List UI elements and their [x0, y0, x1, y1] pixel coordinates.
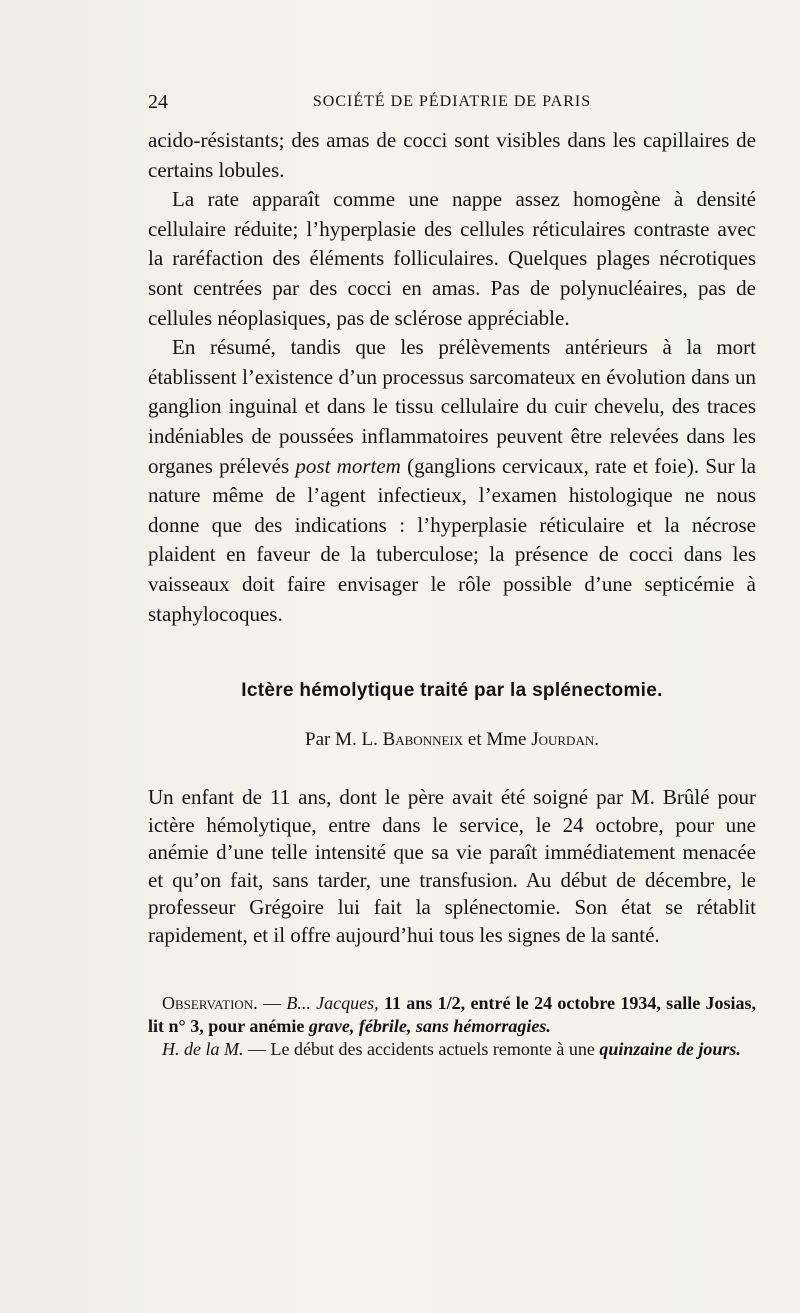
authors-prefix: Par M. L. [305, 729, 383, 750]
article-authors [148, 729, 756, 751]
history-italic: quinzaine de jours. [599, 1039, 741, 1059]
paragraph-resume [148, 333, 756, 629]
observation-symptoms: grave, fébrile, sans hémorragies. [308, 1016, 551, 1036]
case-summary [148, 784, 756, 950]
authors-mid: et Mme [463, 729, 532, 750]
article-title: Ictère hémolytique traité par la splénectomie. [241, 680, 663, 701]
observation-dash: — [257, 993, 287, 1013]
author-jourdan: Jourdan [531, 729, 595, 750]
paragraph-capillaires: acido-résistants; des amas de cocci sont visibles dans les capillaires de certains lobules. [148, 128, 756, 182]
history-label: H. de la M. [162, 1039, 244, 1059]
author-babonneix: Babonneix [382, 729, 464, 750]
resume-text-end: (ganglions cervicaux, rate et foie). Sur la nature même de l’agent infectieux, l’examen histologique ne nous donne que des indications : l’hyperplasie réticulaire et la nécrose plaident en faveur de la tuberculose; la présence de cocci dans les vaisseaux doit faire envisager le rôle possible d’une septicémie à staphylocoques. [148, 453, 756, 626]
resume-text-start: En résumé, tandis que les prélèvements antérieurs à la mort établissent l’existence d’un processus sarcomateux en évolution dans un ganglion inguinal et dans le tissu cellulaire du cuir chevelu, des traces indéniables de poussées inflammatoires peuvent être relevées dans les organes prélevés [148, 335, 756, 478]
authors-suffix: . [594, 729, 599, 750]
case-paragraph: Un enfant de 11 ans, dont le père avait été soigné par M. Brûlé pour ictère hémolytique, entre dans le service, le 24 octobre, pour une anémie d’une telle intensité que sa vie paraît immédiatement menacée et qu’on fait, sans tarder, une transfusion. Au début de décembre, le professeur Grégoire lui fait la splénectomie. Son état se rétablit rapidement, et il offre aujourd’hui tous les signes de la santé. [148, 785, 756, 947]
observation-paragraph [148, 992, 756, 1038]
history-paragraph [148, 1038, 756, 1061]
paragraph-rate: La rate apparaît comme une nappe assez homogène à densité cellulaire réduite; l’hyperplasie des cellules réticulaires contraste avec la raréfaction des éléments folliculaires. Quelques plages nécrotiques sont centrées par des cocci en amas. Pas de polynucléaires, pas de cellules néoplasiques, pas de sclérose appréciable. [148, 187, 756, 330]
resume-italic-post-mortem: post mortem [295, 453, 401, 478]
observation-section [148, 992, 756, 1061]
history-dash: — [243, 1039, 271, 1059]
page-number: 24 [148, 91, 168, 113]
history-text: Le début des accidents actuels remonte à une [270, 1039, 600, 1059]
running-title: SOCIÉTÉ DE PÉDIATRIE DE PARIS [312, 93, 592, 110]
observation-label: Observation. [162, 993, 258, 1013]
running-header [148, 91, 756, 115]
observation-details: 11 ans 1/2, entré le 24 octobre 1934, salle Josias, lit n° 3, pour anémie [148, 993, 757, 1036]
observation-patient: B... Jacques, [286, 993, 379, 1013]
continued-text [148, 126, 756, 629]
